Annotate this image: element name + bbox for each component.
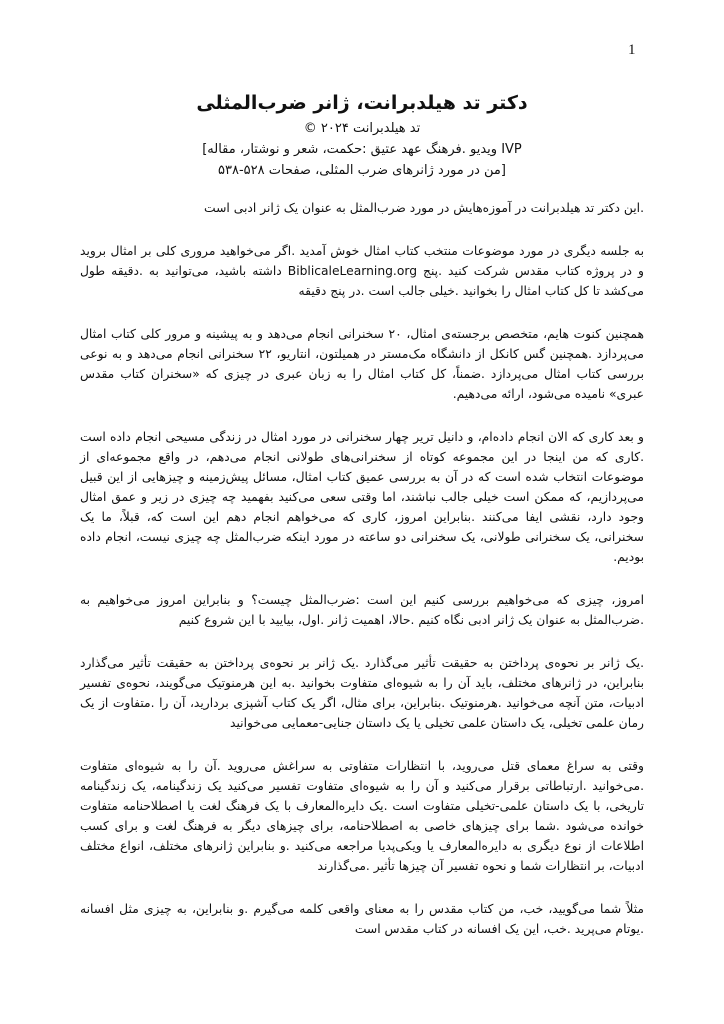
pages-line: [من در مورد ژانرهای ضرب المثلی، صفحات ۵۲۸-۵۳۸ — [218, 163, 506, 178]
paragraph: مثلاً شما می‌گویید، خب، من کتاب مقدس را به معنای واقعی کلمه می‌گیرم .و بنابراین، به چیزی مثل افسانه .یوتام می‌پرید .خب، این یک افسانه در کتاب مقدس است — [80, 902, 644, 936]
document-title: دکتر تد هیلدبرانت، ژانر ضرب‌المثلی — [196, 92, 528, 114]
paragraph: و بعد کاری که الان انجام داده‌ام، و دانیل تریر چهار سخنرانی در مورد امثال در زندگی مسیحی انجام داده است .کاری که من اینجا در این مجموعه کوتاه از سخنرانی‌های طولانی انجام می‌دهم، در واقع مجموعه‌ای از موضوعات انتخاب شده است که در آن به بررسی عمیق کتاب امثال، مسائل پیش‌زمینه و چیزهایی از این قبیل می‌پردازیم، که ممکن است خیلی جالب نباشند، اما وقتی سعی می‌کنید بفهمید چه چیزی در زیر و عمق امثال وجود دارد، نقشی ایفا می‌کنند .بنابراین امروز، کاری که می‌خواهم انجام دهم این است که، قبلاً، ما یک سخنرانی، یک سخنرانی طولانی، یک سخنرانی دو ساعته در مورد اینکه ضرب‌المثل چه چیزی نیست، انجام داده بودیم. — [80, 430, 644, 564]
paragraph: .یک ژانر بر نحوه‌ی پرداختن به حقیقت تأثیر می‌گذارد .یک ژانر بر نحوه‌ی پرداختن به حقیقت تأثیر می‌گذارد بنابراین، در ژانرهای مختلف، باید آن را به شیوه‌ای متفاوت بخوانید .به این هرمنوتیک می‌گویند، نحوه‌ی تفسیر ادبیات، متن آنچه می‌خوانید .هرمنوتیک .بنابراین، برای مثال، اگر یک کتاب آشپزی بردارید، آن را .متفاوت از یک رمان علمی تخیلی، یک داستان علمی تخیلی یا یک داستان جنایی-معمایی می‌خوانید — [80, 656, 644, 730]
source-line: IVP ویدیو .فرهنگ عهد عتیق :حکمت، شعر و نوشتار، مقاله] — [202, 142, 522, 157]
paragraph: به جلسه دیگری در مورد موضوعات منتخب کتاب امثال خوش آمدید .اگر می‌خواهید مروری کلی بر امثال بروید و در پروژه کتاب مقدس شرکت کنید .پنج BiblicaleLearning.org داشته باشید، می‌توانید به .دقیقه طول می‌کشد تا کل کتاب امثال را بخوانید .خیلی جالب است .در پنج دقیقه — [80, 244, 644, 298]
copyright-line: تد هیلدبرانت ۲۰۲۴ © — [303, 121, 421, 136]
paragraph: امروز، چیزی که می‌خواهیم بررسی کنیم این است :ضرب‌المثل چیست؟ و بنابراین امروز می‌خواهیم به .ضرب‌المثل به عنوان یک ژانر ادبی نگاه کنیم .حالا، اهمیت ژانر .اول، بیایید با این شروع کنیم — [80, 593, 644, 627]
paragraph: .این دکتر تد هیلدبرانت در آموزه‌هایش در مورد ضرب‌المثل به عنوان یک ژانر ادبی است — [204, 201, 644, 215]
paragraph: وقتی به سراغ معمای قتل می‌روید، با انتظارات متفاوتی به سراغش می‌روید .آن را به شیوه‌ای متفاوت .می‌خوانید .ارتباطاتی برقرار می‌کنید و آن را به شیوه‌ای متفاوت تفسیر می‌کنید یک زندگینامه، یک زندگینامه تاریخی، با یک داستان علمی-تخیلی متفاوت است .یک دایره‌المعارف با یک فرهنگ لغت یا اصطلاحنامه متفاوت خوانده می‌شود .شما برای چیزهای خاصی به اصطلاحنامه، برای چیزهای دیگر به فرهنگ لغت و برای کسب اطلاعات از نوع دیگری به دایره‌المعارف یا ویکی‌پدیا مراجعه می‌کنید .و بنابراین ژانرهای مختلف، انواع مختلف ادبیات، بر انتظارات شما و نحوه تفسیر آن چیزها تأثیر .می‌گذارند — [80, 759, 644, 873]
document-header — [100, 88, 624, 181]
page-number: 1 — [628, 42, 636, 58]
paragraph: همچنین کنوت هایم، متخصص برجسته‌ی امثال، ۲۰ سخنرانی انجام می‌دهد و به پیشینه و مرور کلی کتاب امثال می‌پردازد .همچنین گس کانکل از دانشگاه مک‌مستر در همیلتون، انتاریو، ۲۲ سخنرانی انجام می‌دهد و به نوعی بررسی کتاب امثال می‌پردازد .ضمناً، کل کتاب امثال را به زبان عبری در چیزی که «سخنران کتاب مقدس عبری» نامیده می‌شود، ارائه می‌دهیم. — [80, 327, 644, 401]
document-body — [80, 198, 644, 962]
